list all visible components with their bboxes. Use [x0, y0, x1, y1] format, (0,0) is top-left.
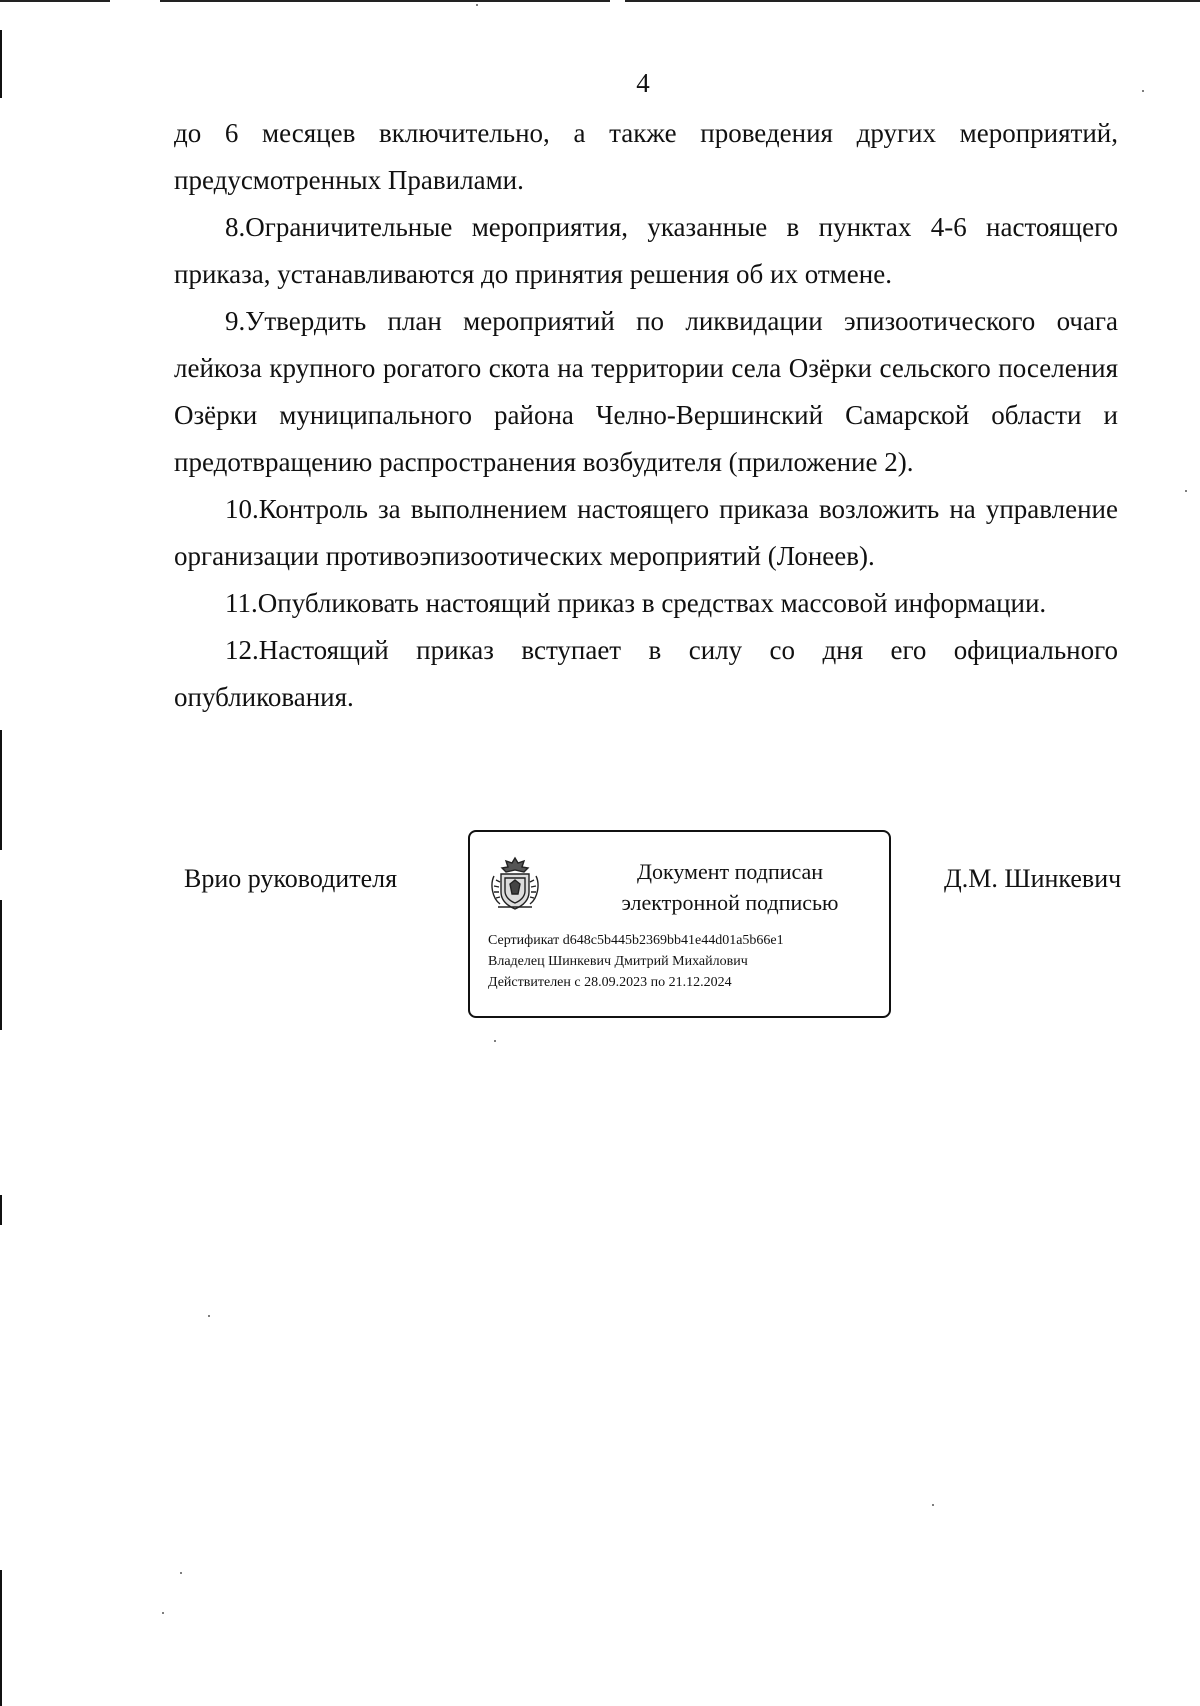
paragraph: до 6 месяцев включительно, а также проведения других мероприятий, предусмотренных Правилами. — [174, 118, 1118, 195]
scan-speck — [180, 1572, 182, 1574]
signer-position: Врио руководителя — [184, 864, 398, 893]
signature-block — [0, 830, 1200, 1030]
signer-name: Д.М. Шинкевич — [944, 864, 1122, 893]
scan-speck — [476, 4, 478, 6]
scan-edge-line — [0, 0, 110, 2]
coat-of-arms-icon — [488, 854, 542, 912]
scan-edge-line — [625, 0, 1200, 2]
paragraph: 9.Утвердить план мероприятий по ликвидации эпизоотического очага лейкоза крупного рогатого скота на территории села Озёрки сельского поселения Озёрки муниципального района Челно-Вершинский Самарской области и предотвращению распространения возбудителя (приложение 2). — [174, 306, 1118, 477]
scan-speck — [208, 1315, 210, 1317]
stamp-title-line: электронной подписью — [621, 890, 839, 915]
electronic-signature-stamp — [468, 830, 891, 1018]
stamp-details — [488, 930, 883, 993]
stamp-title — [590, 856, 870, 918]
scan-speck — [1185, 490, 1187, 492]
certificate-validity: Действителен с 28.09.2023 по 21.12.2024 — [488, 975, 732, 990]
certificate-owner: Владелец Шинкевич Дмитрий Михайлович — [488, 954, 748, 969]
paragraph: 11.Опубликовать настоящий приказ в средствах массовой информации. — [225, 588, 1047, 618]
scan-edge-mark — [0, 1195, 2, 1225]
paragraph: 8.Ограничительные мероприятия, указанные в пунктах 4-6 настоящего приказа, устанавливаются до принятия решения об их отмене. — [174, 212, 1118, 289]
paragraph: 12.Настоящий приказ вступает в силу со дня его официального опубликования. — [174, 635, 1118, 712]
stamp-title-line: Документ подписан — [636, 859, 824, 884]
page-number: 4 — [636, 68, 650, 98]
certificate-number: Сертификат d648c5b445b2369bb41e44d01a5b66e1 — [488, 933, 784, 948]
scan-edge-mark — [0, 1570, 2, 1706]
scan-speck — [932, 1504, 934, 1506]
scan-edge-line — [160, 0, 610, 2]
paragraph: 10.Контроль за выполнением настоящего приказа возложить на управление организации противоэпизоотических мероприятий (Лонеев). — [174, 494, 1118, 571]
document-body — [174, 110, 1118, 721]
scan-speck — [494, 1040, 496, 1042]
scan-speck — [162, 1612, 164, 1614]
